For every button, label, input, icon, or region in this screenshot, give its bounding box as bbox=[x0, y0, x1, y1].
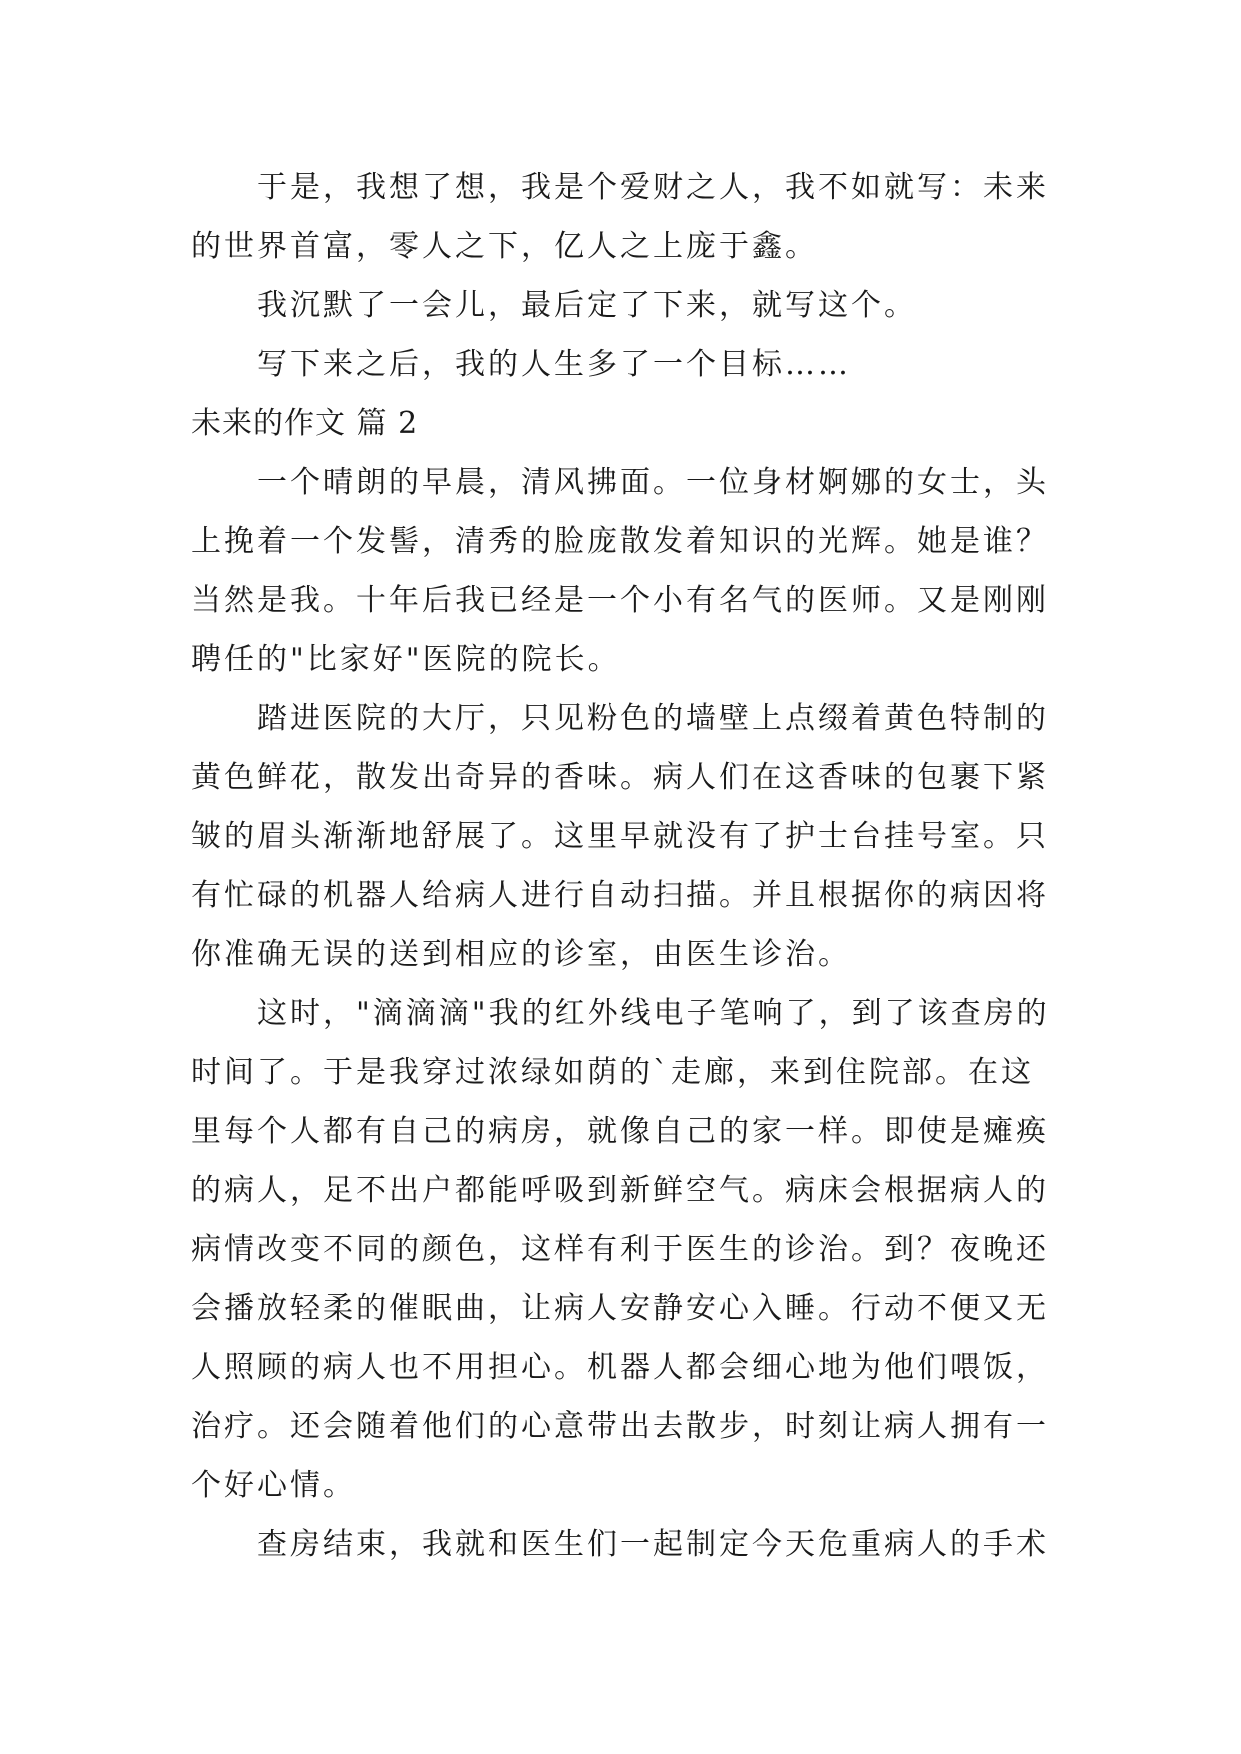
text-line: 有忙碌的机器人给病人进行自动扫描。并且根据你的病因将 bbox=[191, 878, 1049, 913]
text-line: 踏进医院的大厅，只见粉色的墙壁上点缀着黄色特制的 bbox=[257, 701, 1049, 736]
text-line: 的病人，足不出户都能呼吸到新鲜空气。病床会根据病人的 bbox=[191, 1173, 1049, 1208]
text-line: 里每个人都有自己的病房，就像自己的家一样。即使是瘫痪 bbox=[191, 1114, 1049, 1149]
text-line: 的世界首富，零人之下，亿人之上庞于鑫。 bbox=[191, 229, 818, 264]
text-line: 当然是我。十年后我已经是一个小有名气的医师。又是刚刚 bbox=[191, 583, 1049, 618]
text-line: 这时，"滴滴滴"我的红外线电子笔响了，到了该查房的 bbox=[257, 996, 1050, 1031]
text-line: 治疗。还会随着他们的心意带出去散步，时刻让病人拥有一 bbox=[191, 1409, 1049, 1444]
text-line: 个好心情。 bbox=[191, 1468, 356, 1503]
text-line: 上挽着一个发髻，清秀的脸庞散发着知识的光辉。她是谁？ bbox=[191, 524, 1049, 559]
text-line: 皱的眉头渐渐地舒展了。这里早就没有了护士台挂号室。只 bbox=[191, 819, 1049, 854]
text-line: 写下来之后，我的人生多了一个目标…… bbox=[257, 347, 851, 382]
text-line: 病情改变不同的颜色，这样有利于医生的诊治。到？夜晚还 bbox=[191, 1232, 1049, 1267]
section-heading: 未来的作文 篇 2 bbox=[191, 406, 419, 441]
text-line: 于是，我想了想，我是个爱财之人，我不如就写：未来 bbox=[257, 170, 1049, 205]
text-line: 我沉默了一会儿，最后定了下来，就写这个。 bbox=[257, 288, 917, 323]
text-line: 人照顾的病人也不用担心。机器人都会细心地为他们喂饭， bbox=[191, 1350, 1049, 1385]
text-line: 会播放轻柔的催眠曲，让病人安静安心入睡。行动不便又无 bbox=[191, 1291, 1049, 1326]
text-line: 时间了。于是我穿过浓绿如荫的`走廊，来到住院部。在这 bbox=[191, 1055, 1034, 1090]
document-page bbox=[191, 158, 1055, 1574]
text-line: 你准确无误的送到相应的诊室，由医生诊治。 bbox=[191, 937, 851, 972]
text-line: 黄色鲜花，散发出奇异的香味。病人们在这香味的包裹下紧 bbox=[191, 760, 1049, 795]
text-line: 查房结束，我就和医生们一起制定今天危重病人的手术 bbox=[257, 1527, 1049, 1562]
text-line: 一个晴朗的早晨，清风拂面。一位身材婀娜的女士，头 bbox=[257, 465, 1049, 500]
text-line: 聘任的"比家好"医院的院长。 bbox=[191, 642, 621, 677]
